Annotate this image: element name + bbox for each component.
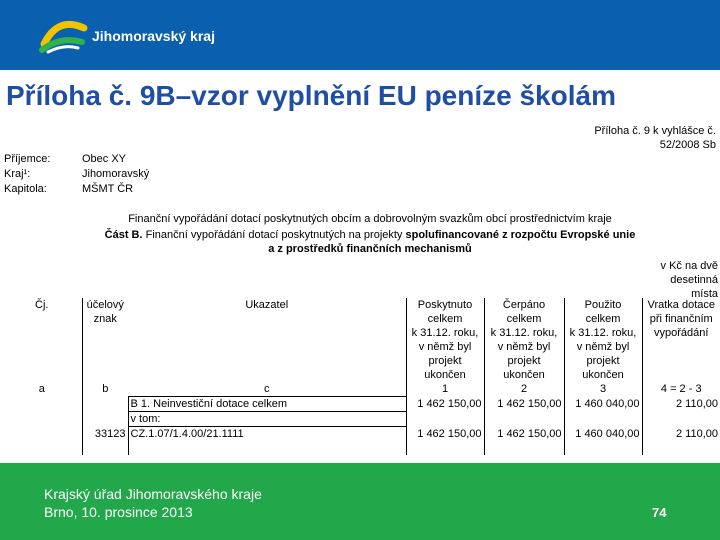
settlement-table bbox=[2, 298, 720, 455]
note-line: 52/2008 Sb bbox=[659, 139, 716, 151]
logo-text: Jihomoravský kraj bbox=[92, 28, 215, 44]
index-cell: b bbox=[82, 382, 128, 397]
pouzito-cell: 1 460 040,00 bbox=[564, 427, 642, 455]
intro-text: Finanční vypořádání dotací poskytnutých na projekty bbox=[142, 229, 406, 241]
intro-line-2 bbox=[40, 228, 700, 242]
ucel-cell: 33123 bbox=[82, 427, 128, 455]
table-row bbox=[2, 412, 720, 427]
poskytnuto-cell: 1 462 150,00 bbox=[406, 397, 484, 412]
region-label: Kraj¹: bbox=[4, 168, 31, 180]
units-note bbox=[661, 259, 718, 301]
table-index-row bbox=[2, 382, 720, 397]
vratka-cell: 2 110,00 bbox=[642, 397, 720, 412]
intro-line-3: a z prostředků finančních mechanismů bbox=[268, 243, 472, 255]
units-line: v Kč na dvě bbox=[660, 260, 718, 272]
page-number: 74 bbox=[652, 505, 667, 520]
footer-office: Krajský úřad Jihomoravského kraje bbox=[44, 486, 262, 502]
header-pouzito: Použito celkem k 31.12. roku, v němž byl projekt ukončen bbox=[564, 298, 642, 382]
intro-part-label: Část B. bbox=[104, 229, 143, 241]
page-title: Příloha č. 9B–vzor vyplnění EU peníze školám bbox=[6, 80, 616, 111]
index-cell: 3 bbox=[564, 382, 642, 397]
table-header-row bbox=[2, 298, 720, 382]
jihomoravsky-kraj-logo-icon bbox=[38, 14, 90, 54]
attachment-note bbox=[594, 124, 716, 152]
chapter-label: Kapitola: bbox=[4, 183, 47, 195]
ukazatel-cell: B 1. Neinvestiční dotace celkem bbox=[128, 397, 406, 412]
cerpano-cell: 1 462 150,00 bbox=[484, 427, 564, 455]
table-row bbox=[2, 427, 720, 455]
intro-line-1: Finanční vypořádání dotací poskytnutých obcím a dobrovolným svazkům obcí prostřednictvím kraje bbox=[128, 213, 612, 225]
footer-date: Brno, 10. prosince 2013 bbox=[44, 504, 193, 520]
index-cell: 1 bbox=[406, 382, 484, 397]
table-row bbox=[2, 397, 720, 412]
index-cell: 4 = 2 - 3 bbox=[642, 382, 720, 397]
cerpano-cell: 1 462 150,00 bbox=[484, 397, 564, 412]
ukazatel-cell: CZ.1.07/1.4.00/21.1111 bbox=[128, 427, 406, 455]
index-cell: c bbox=[264, 383, 270, 395]
pouzito-cell: 1 460 040,00 bbox=[564, 397, 642, 412]
units-line: místa bbox=[691, 288, 718, 300]
index-cell: a bbox=[38, 383, 45, 395]
recipient-value: Obec XY bbox=[82, 153, 127, 165]
footer-text bbox=[44, 485, 262, 521]
index-cell: 2 bbox=[484, 382, 564, 397]
region-value: Jihomoravský bbox=[82, 168, 150, 180]
header-cerpano: Čerpáno celkem k 31.12. roku, v němž byl projekt ukončen bbox=[484, 298, 564, 382]
recipient-info bbox=[4, 152, 149, 197]
note-line: Příloha č. 9 k vyhlášce č. bbox=[594, 125, 716, 137]
header-vratka: Vratka dotace při finančním vypořádání bbox=[642, 298, 720, 382]
units-line: desetinná bbox=[670, 274, 718, 286]
header-cj: Čj. bbox=[35, 299, 49, 311]
intro-eu-text: spolufinancované z rozpočtu Evropské unie bbox=[405, 229, 636, 241]
poskytnuto-cell: 1 462 150,00 bbox=[406, 427, 484, 455]
header-band bbox=[0, 0, 720, 70]
chapter-value: MŠMT ČR bbox=[82, 183, 134, 195]
header-ukazatel: Ukazatel bbox=[245, 299, 289, 311]
header-poskytnuto: Poskytnuto celkem k 31.12. roku, v němž byl projekt ukončen bbox=[406, 298, 484, 382]
recipient-label: Příjemce: bbox=[4, 153, 51, 165]
vratka-cell: 2 110,00 bbox=[642, 427, 720, 455]
header-ucel: účelový znak bbox=[82, 298, 128, 382]
ukazatel-cell: v tom: bbox=[128, 412, 406, 427]
